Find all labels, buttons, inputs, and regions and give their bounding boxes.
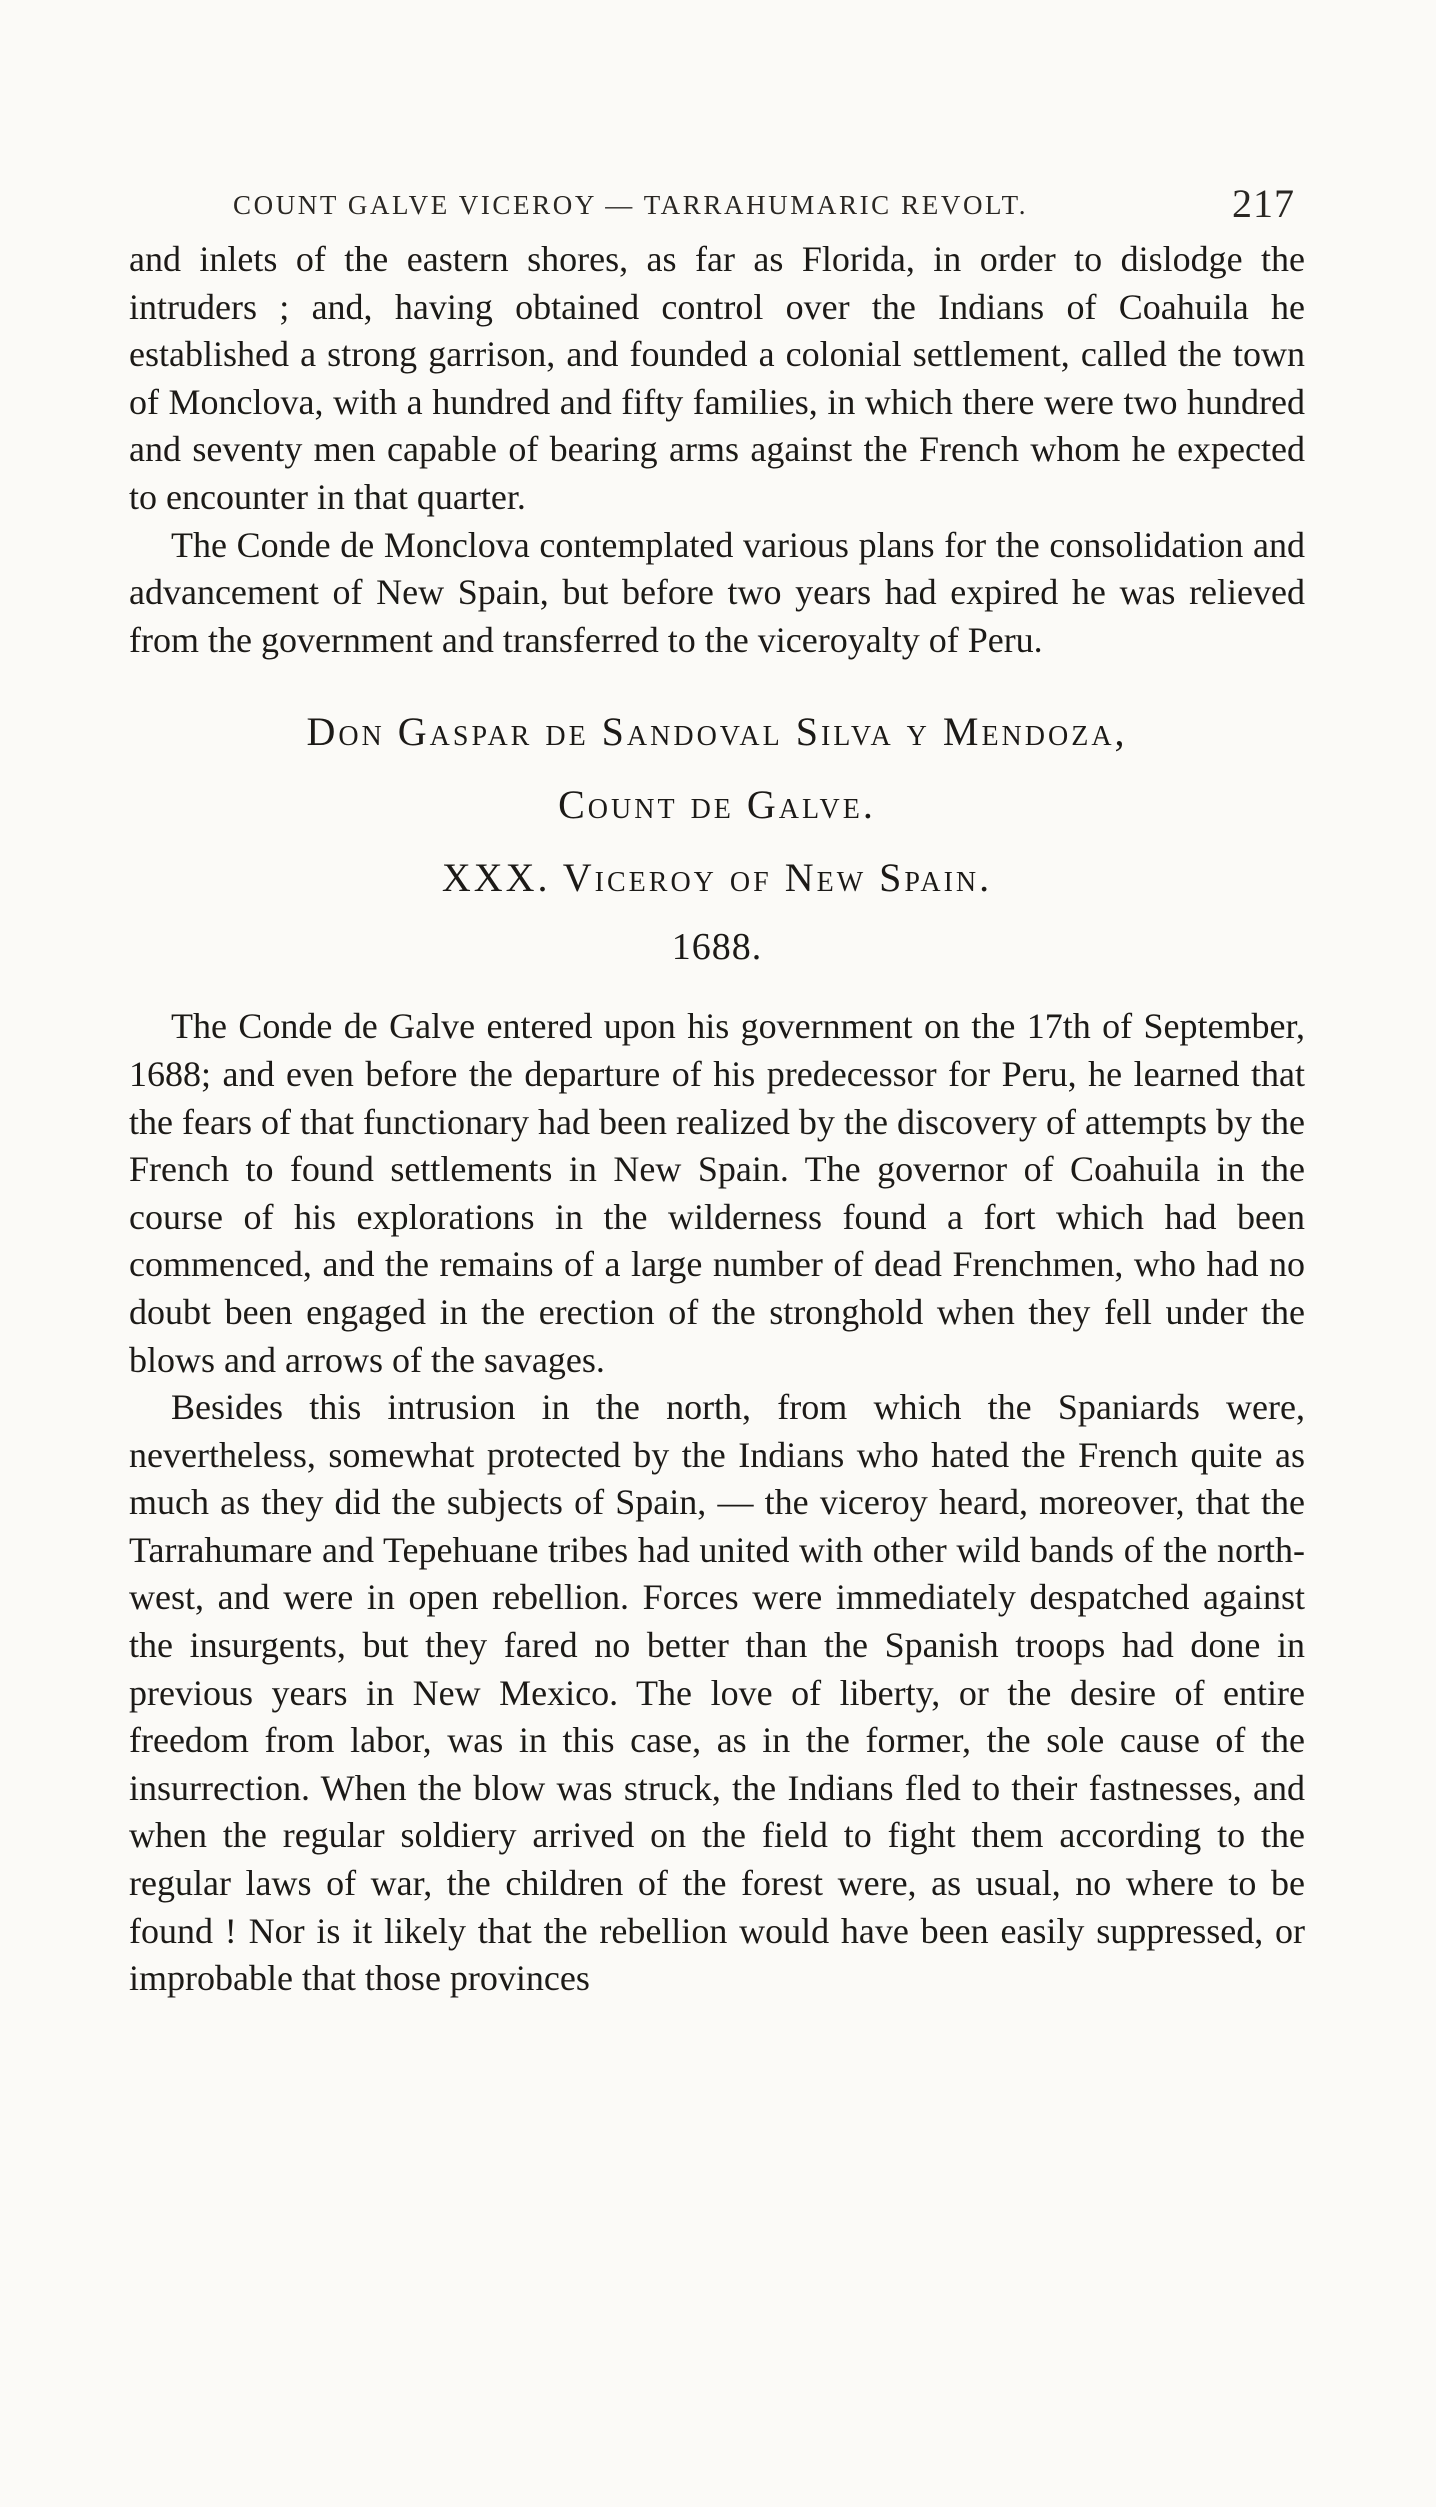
paragraph-monclova: The Conde de Monclova contemplated various plans for the consolidation and advancement of New Spain, but before two years had expired he was relieved from the government and transferred to the viceroyalty of Peru. (129, 524, 1305, 660)
running-head-title: COUNT GALVE VICEROY — TARRAHUMARIC REVOLT. (233, 190, 1029, 220)
section-heading-name: Don Gaspar de Sandoval Silva y Mendoza, (306, 709, 1128, 755)
running-head (129, 180, 1305, 230)
paragraph-galve-entry: The Conde de Galve entered upon his government on the 17th of September, 1688; and even before the departure of his predecessor for Peru, he learned that the fears of that functionary had been realized by the discovery of attempts by the French to found settlements in New Spain. The governor of Coahuila in the course of his explorations in the wilderness found a fort which had been commenced, and the remains of a large number of dead Frenchmen, who had no doubt been engaged in the erection of the stronghold when they fell under the blows and arrows of the savages. (129, 1006, 1305, 1380)
paragraph-continuation: and inlets of the eastern shores, as far as Florida, in order to dislodge the intruders ; and, having obtained control over the Indians of Coahuila he established a strong garrison, and founded a colonial settlement, called the town of Monclova, with a hundred and fifty families, in which there were two hundred and seventy men capable of bearing arms against the French whom he expected to encounter in that quarter. (129, 239, 1305, 517)
paragraph-revolt: Besides this intrusion in the north, from which the Spaniards were, nevertheless, somewhat protected by the Indians who hated the French quite as much as they did the subjects of Spain, — the viceroy heard, moreover, that the Tarrahumare and Tepehuane tribes had united with other wild bands of the north-west, and were in open rebellion. Forces were immediately despatched against the insurgents, but they fared no better than the Spanish troops had done in previous years in New Mexico. The love of liberty, or the desire of entire freedom from labor, was in this case, as in the former, the sole cause of the insurrection. When the blow was struck, the Indians fled to their fastnesses, and when the regular soldiery arrived on the field to fight them according to the regular laws of war, the children of the forest were, as usual, no where to be found ! Nor is it likely that the rebellion would have been easily suppressed, or improbable that those provinces (129, 1387, 1305, 1999)
section-heading-title: Count de Galve. (558, 782, 876, 828)
section-heading-year: 1688. (671, 926, 763, 969)
section-heading-office: XXX. Viceroy of New Spain. (441, 855, 993, 901)
page-number: 217 (1232, 181, 1295, 226)
book-page (129, 180, 1305, 2003)
